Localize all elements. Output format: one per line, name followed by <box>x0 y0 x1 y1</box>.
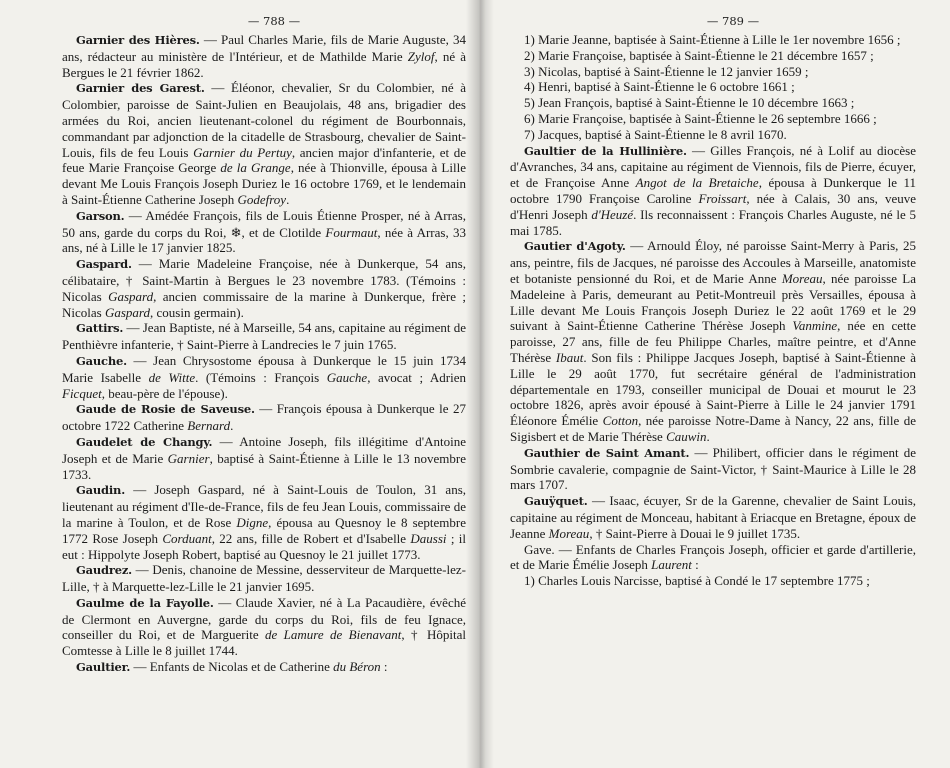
entry <box>62 320 466 353</box>
entry-text: , née paroisse Notre-Dame à Nancy, 22 ans, fille de Sigisbert et de Marie Thérèse <box>510 413 916 444</box>
entry <box>62 595 466 659</box>
entry-text: . Ils reconnaissent : François Charles Auguste, né le 5 mai 1785. <box>510 206 916 238</box>
child-line: 3) Nicolas, baptisé à Saint-Étienne le 12 janvier 1659 ; <box>524 63 809 79</box>
entry-name-italic: du Béron <box>333 659 381 675</box>
entry-head: Gaudin. <box>76 483 126 498</box>
children-list <box>510 32 916 143</box>
entry-text: , † Hôpital Comtesse à Lille le 8 juillet 1744. <box>62 627 467 659</box>
entry-name-italic: Digne <box>236 514 269 530</box>
entry-text: — Joseph Gaspard, né à Saint-Louis de Toulon, 31 ans, lieutenant au régiment d'Ile-de-France, fils de feu Jean Louis, commissaire de la marine à Toulon, et de Rose <box>62 482 466 530</box>
entry-text: — Claude Xavier, né à La Pacaudière, évêché de Clermont en Auvergne, garde du corps du Roi, fils de feu Ignace, conseiller du Roi, et de Marguerite <box>62 594 466 643</box>
entry <box>510 493 916 541</box>
entry-text: : <box>691 557 699 573</box>
child-line: 5) Jean François, baptisé à Saint-Étienne le 10 décembre 1663 ; <box>524 95 855 111</box>
entry-head: Gaulme de la Fayolle. <box>76 595 214 610</box>
entry-text: — Jean Chrysostome épousa à Dunkerque le 15 juin 1734 Marie Isabelle <box>62 352 466 385</box>
entry <box>62 353 466 401</box>
entry-name-italic: Garnier du Pertuy <box>193 144 292 160</box>
entry-text: — Philibert, officier dans le régiment de Sombrie cavalerie, compagnie de Saint-Victor, † Saint-Maurice à Lille le 28 mars 1707. <box>510 444 917 493</box>
entry-name-italic: de la Grange <box>220 160 291 176</box>
entry-name-italic: Ficquet <box>62 385 102 401</box>
entry-head: Gaudrez. <box>76 563 132 578</box>
entry <box>510 143 916 239</box>
entry-name-italic: Moreau <box>548 525 590 541</box>
entry-head: Garnier des Hières. <box>76 33 200 47</box>
entry-text: . <box>230 418 234 434</box>
entry-text: — François épousa à Dunkerque le 27 octobre 1722 Catherine <box>62 401 466 434</box>
entry-head: Gautier d'Agoty. <box>524 239 626 254</box>
entry-head: Gaultier de la Hullinière. <box>524 143 687 158</box>
entry-head: Garnier des Garest. <box>76 81 205 96</box>
entry-text: , née paroisse La Madeleine à Paris, demeurant au Petit-Montreuil près Versailles, épousa à Lille devant Me Louis François Joseph Duriez le 22 août 1769 et le 29 suivant à Saint-Étienne Catherine Thérèse Joseph <box>510 270 916 334</box>
entry-text: . <box>286 191 290 207</box>
entry-text: , baptisé à Saint-Étienne à Lille le 13 novembre 1733. <box>62 450 466 482</box>
entry-head: Gaultier. <box>76 660 131 675</box>
entry-head: Gauthier de Saint Amant. <box>524 445 690 460</box>
entry-name-italic: de Witte <box>148 369 196 385</box>
entry <box>62 256 466 320</box>
entry-text: , né à Bergues le 21 février 1862. <box>62 48 466 80</box>
entry-text: Gave. — Enfants de Charles François Joseph, officier et garde d'artillerie, et de Marie Émélie Joseph <box>510 541 916 573</box>
right-page <box>478 0 950 768</box>
entry-text: . <box>706 428 710 444</box>
entry-name-italic: Gaspard <box>104 304 150 320</box>
children-list <box>510 573 916 589</box>
entry-text: , † Saint-Pierre à Douai le 9 juillet 1735. <box>589 525 801 541</box>
entry <box>62 482 466 562</box>
entry-text: , épousa à Dunkerque le 11 octobre 1790 Françoise Caroline <box>510 175 916 206</box>
child-line: 1) Charles Louis Narcisse, baptisé à Condé le 17 septembre 1775 ; <box>524 573 870 589</box>
child-line: 7) Jacques, baptisé à Saint-Étienne le 8 avril 1670. <box>524 126 787 142</box>
page-number: — 788 — <box>247 14 301 28</box>
entry-name-italic: Gauche <box>326 369 368 385</box>
entry-name-italic: Cauwin <box>666 428 707 444</box>
entry-name-italic: Ibaut <box>555 349 584 365</box>
entry <box>62 208 466 256</box>
entry-text: , ancien commissaire de la marine à Dunkerque, frère ; Nicolas <box>62 288 466 320</box>
entry-name-italic: Laurent <box>651 557 692 573</box>
child-line: 1) Marie Jeanne, baptisée à Saint-Étienne à Lille le 1er novembre 1656 ; <box>524 32 901 47</box>
entry-name-italic: Angot de la Bretaiche <box>635 175 759 191</box>
entry-list <box>62 32 466 676</box>
page-number: — 789 — <box>706 14 760 28</box>
entry-text: — Arnould Éloy, né paroisse Saint-Merry à Paris, 25 ans, peintre, fils de Jacques, né paroisse des Accoules à Marseille, anatomiste et botaniste pensionné du Roi, et de Marie Anne <box>510 238 917 286</box>
entry-text: ; il eut : Hippolyte Joseph Robert, baptisé au Quesnoy le 21 juillet 1773. <box>62 530 467 562</box>
entry-name-italic: de Lamure de Bienavant <box>265 627 402 643</box>
entry-head: Gaudelet de Changy. <box>76 434 213 449</box>
entry-name-italic: Moreau <box>781 270 823 286</box>
entry-text: , beau-père de l'épouse). <box>101 385 228 401</box>
entry-text: — Denis, chanoine de Messine, desserviteur de Marquette-lez-Lille, † à Marquette-lez-Lille le 21 janvier 1695. <box>62 562 466 595</box>
entry-text: , épousa au Quesnoy le 8 septembre 1772 Rose Joseph <box>62 514 466 546</box>
entry-text: , avocat ; Adrien <box>367 369 466 385</box>
child-line: 6) Marie Françoise, baptisée à Saint-Étienne le 26 septembre 1666 ; <box>524 110 877 126</box>
entry <box>62 32 466 80</box>
entry-head: Garson. <box>76 208 125 223</box>
entry-text: , née à Arras, 33 ans, né à Lille le 17 janvier 1825. <box>62 224 466 256</box>
entry <box>62 659 466 676</box>
entry-text: — Gilles François, né à Lolif au diocèse d'Avranches, 34 ans, capitaine au régiment de Viennois, fils de Pierre, écuyer, et de Françoise Anne <box>510 142 916 191</box>
entry-name-italic: Fourmaut <box>325 224 378 240</box>
entry <box>62 401 466 434</box>
entry-name-italic: Godefroy <box>237 191 287 207</box>
entry-text: — Isaac, écuyer, Sr de la Garenne, chevalier de Saint Louis, capitaine au régiment de Monceau, habitant à Eriacque en Bretagne, époux de Jeanne <box>510 493 916 541</box>
entry-text: , cousin germain). <box>150 304 244 320</box>
entry-text: . Son fils : Philippe Jacques Joseph, baptisé à Saint-Étienne à Lille le 29 août 1770, fut secrétaire général de l'administration départementale en 1793, conseiller municipal de Douai et mourut le 23 octobre 1826, après avoir épousé à Saint-Pierre à Lille le 24 janvier 1791 Éléonore Émélie <box>510 349 916 429</box>
entry-name-italic: Cotton <box>602 413 639 429</box>
entry-text: , ancien major d'infanterie, et de feue Marie Françoise George <box>62 144 466 176</box>
entry <box>510 445 916 493</box>
entry-text: — Amédée François, fils de Louis Étienne Prosper, né à Arras, 50 ans, garde du corps du Roi, ❄, et de Clotilde <box>62 207 466 240</box>
entry-text: , née à Calais, 30 ans, veuve d'Henri Joseph <box>510 190 916 222</box>
entry-name-italic: Bernard <box>187 418 231 434</box>
entry-name-italic: Corduant <box>162 530 212 546</box>
entry <box>62 562 466 595</box>
entry-head: Gauÿquet. <box>524 494 588 509</box>
entry-text: — Éléonor, chevalier, Sr du Colombier, né à Colombier, paroisse de Saint-Julien en Beaujolais, 48 ans, brigadier des armées du Roi, ancien lieutenant-colonel du régiment de Bourbonnais, commandant par adjonction de la citadelle de Strasbourg, chevalier de Saint-Louis, fils de feu Louis <box>62 80 466 160</box>
entry-name-italic: Gaspard <box>108 288 154 304</box>
entry-text: — Marie Madeleine Françoise, née à Dunkerque, 54 ans, célibataire, † Saint-Martin à Bergues le 23 novembre 1783. (Témoins : Nicolas <box>62 256 466 304</box>
entry-head: Gattirs. <box>76 321 124 336</box>
entry-name-italic: d'Heuzé <box>591 206 634 222</box>
entry-name-italic: Vanmine <box>792 318 838 334</box>
entry-head: Gaspard. <box>76 257 132 272</box>
entry-head: Gauche. <box>76 353 127 368</box>
entry-name-italic: Daussi <box>410 530 447 546</box>
book-gutter-shadow <box>466 0 494 768</box>
entry-head: Gaude de Rosie de Saveuse. <box>76 402 255 417</box>
child-line: 2) Marie Françoise, baptisée à Saint-Étienne le 21 décembre 1657 ; <box>524 47 874 63</box>
entry <box>62 434 466 482</box>
entry <box>510 238 916 444</box>
entry-text: , 22 ans, fille de Robert et d'Isabelle <box>211 530 411 546</box>
entry-text: — Antoine Joseph, fils illégitime d'Antoine Joseph et de Marie <box>62 433 466 466</box>
entry-text: — Enfants de Nicolas et de Catherine <box>130 659 334 675</box>
entry-name-italic: Garnier <box>167 450 210 466</box>
entry-text: : <box>380 659 388 675</box>
entry-text: — Paul Charles Marie, fils de Marie Auguste, 34 ans, rédacteur au ministère de l'Intérieur, et de Mathilde Marie <box>62 32 466 64</box>
entry <box>62 80 466 207</box>
entry <box>510 542 916 574</box>
entry-name-italic: Froissart <box>698 190 747 206</box>
child-line: 4) Henri, baptisé à Saint-Étienne le 6 octobre 1661 ; <box>524 79 795 95</box>
entry-text: , née en cette paroisse, 27 ans, fille de feu Philippe Charles, maître peintre, et d'Anne Thérèse <box>510 318 917 365</box>
entry-list <box>510 143 916 574</box>
entry-text: — Jean Baptiste, né à Marseille, 54 ans, capitaine au régiment de Penthièvre infanterie, † Saint-Pierre à Landrecies le 7 juin 1765. <box>62 320 466 353</box>
entry-text: . (Témoins : François <box>195 369 327 385</box>
entry-name-italic: Zylof <box>407 48 435 64</box>
entry-text: , née à Thionville, épousa à Lille devant Me Louis François Joseph Duriez le 16 octobre 1769, et le lendemain à Saint-Étienne Catherine Joseph <box>62 160 466 207</box>
